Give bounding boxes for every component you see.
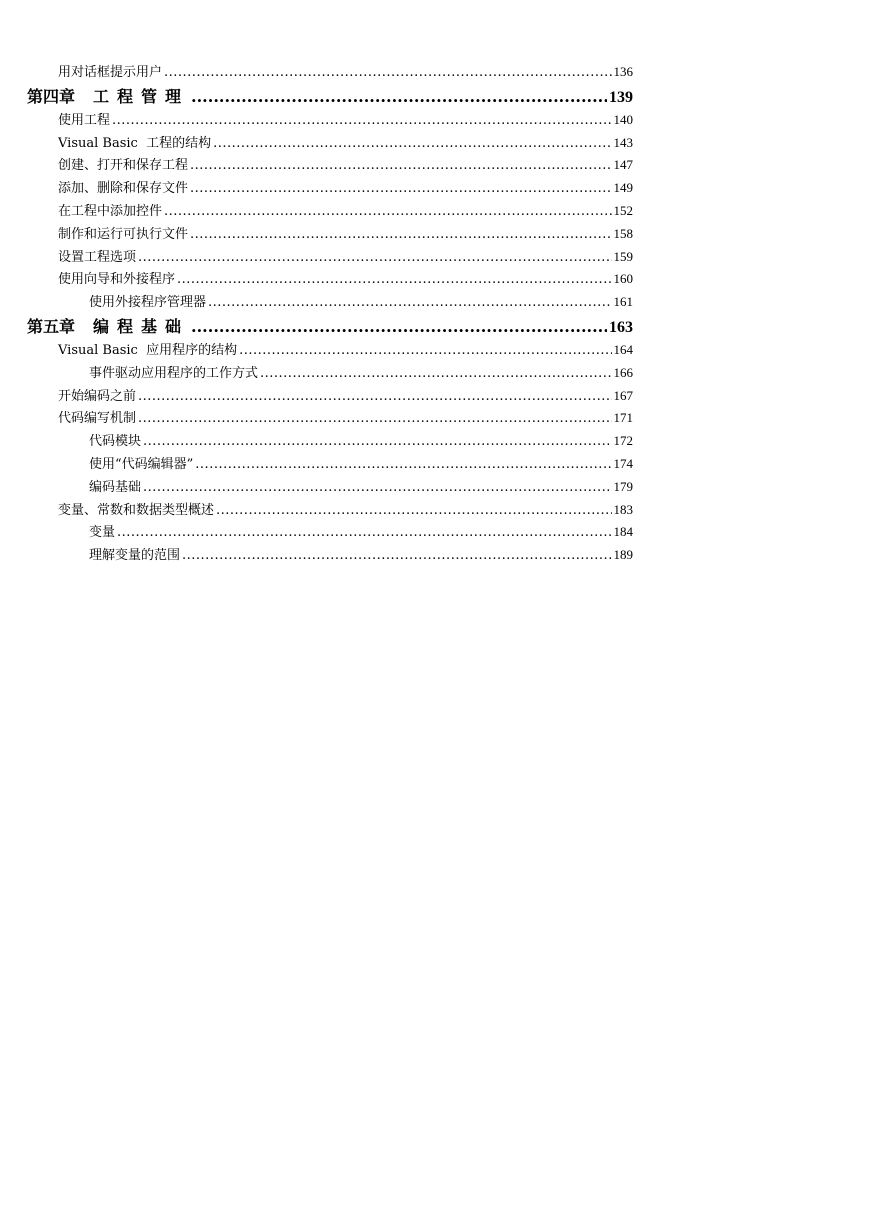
toc-subentry[interactable] (0, 453, 633, 476)
toc-entry[interactable] (0, 246, 633, 269)
toc-page-number: 152 (613, 202, 633, 218)
table-of-contents (0, 61, 869, 567)
toc-leader-dots (216, 500, 611, 523)
toc-entry[interactable] (0, 223, 633, 246)
toc-entry[interactable] (0, 109, 633, 132)
toc-page-number: 160 (613, 271, 633, 287)
chapter-name: 编程基础 (93, 316, 190, 336)
toc-leader-dots (191, 84, 607, 109)
chapter-name: 工程管理 (93, 86, 190, 106)
toc-subentry[interactable] (0, 476, 633, 499)
toc-subentry[interactable] (0, 544, 633, 567)
toc-page-number: 172 (613, 433, 633, 449)
toc-leader-dots (177, 269, 611, 292)
toc-leader-dots (260, 363, 611, 386)
toc-page-number: 143 (613, 134, 633, 150)
toc-leader-dots (164, 201, 611, 224)
toc-leader-dots (190, 155, 611, 178)
toc-page-number: 136 (613, 64, 633, 79)
toc-entry-title: Visual Basic 应用程序的结构 (58, 342, 238, 358)
toc-entry[interactable] (0, 268, 633, 291)
toc-entry[interactable] (0, 61, 633, 84)
toc-chapter-title (27, 314, 189, 339)
toc-leader-dots (143, 477, 611, 500)
toc-page-number: 174 (613, 455, 633, 471)
toc-leader-dots (143, 431, 611, 454)
toc-subentry[interactable] (0, 521, 633, 544)
toc-page-number: 164 (613, 341, 633, 357)
toc-entry-title: 设置工程选项 (58, 249, 137, 265)
toc-entry-title: Visual Basic 工程的结构 (58, 135, 212, 151)
toc-page-number: 171 (613, 410, 633, 426)
chapter-number: 第四章 (27, 86, 76, 106)
toc-entry[interactable] (0, 200, 633, 223)
toc-leader-dots (117, 522, 611, 545)
toc-entry[interactable] (0, 385, 633, 408)
toc-subentry[interactable] (0, 362, 633, 385)
toc-chapter-title (27, 84, 189, 109)
toc-entry-title: 添加、删除和保存文件 (58, 181, 189, 197)
toc-page-number: 184 (613, 524, 633, 540)
toc-leader-dots (239, 340, 611, 363)
toc-entry-title: 使用外接程序管理器 (89, 295, 207, 311)
toc-leader-dots (138, 386, 611, 409)
toc-entry[interactable] (0, 499, 633, 522)
toc-entry-title: 开始编码之前 (58, 388, 137, 404)
toc-chapter-entry[interactable] (0, 84, 633, 109)
toc-page-number: 179 (613, 478, 633, 494)
toc-entry-title: 使用“代码编辑器” (89, 456, 194, 472)
toc-leader-dots (208, 292, 611, 315)
toc-chapter-entry[interactable] (0, 314, 633, 339)
toc-entry-title: 制作和运行可执行文件 (58, 226, 189, 242)
toc-entry[interactable] (0, 407, 633, 430)
toc-subentry[interactable] (0, 430, 633, 453)
toc-page-number: 139 (609, 88, 633, 106)
toc-page-number: 167 (613, 387, 633, 403)
toc-leader-dots (164, 62, 611, 85)
toc-page-number: 140 (613, 111, 633, 127)
toc-entry-title: 编码基础 (89, 479, 142, 495)
toc-entry[interactable] (0, 339, 633, 362)
toc-page-number: 158 (613, 225, 633, 241)
toc-page-number: 166 (613, 364, 633, 380)
toc-leader-dots (190, 224, 611, 247)
toc-leader-dots (213, 133, 611, 156)
toc-entry[interactable] (0, 177, 633, 200)
toc-page-number: 183 (613, 501, 633, 517)
toc-page-number: 159 (613, 248, 633, 264)
toc-entry-title: 用对话框提示用户 (58, 65, 163, 80)
toc-subentry[interactable] (0, 291, 633, 314)
toc-entry-title: 使用工程 (58, 112, 111, 128)
toc-page-number: 163 (609, 318, 633, 336)
toc-leader-dots (138, 408, 611, 431)
toc-leader-dots (112, 110, 611, 133)
toc-entry[interactable] (0, 154, 633, 177)
toc-leader-dots (195, 454, 611, 477)
toc-page-number: 147 (613, 157, 633, 173)
toc-entry-title: 使用向导和外接程序 (58, 272, 176, 288)
toc-page-number: 149 (613, 180, 633, 196)
toc-leader-dots (138, 247, 611, 270)
toc-leader-dots (190, 178, 611, 201)
toc-page-number: 161 (613, 294, 633, 310)
toc-page-number: 189 (613, 547, 633, 563)
chapter-number: 第五章 (27, 316, 76, 336)
toc-entry-title: 代码编写机制 (58, 411, 137, 427)
toc-entry-title: 变量、常数和数据类型概述 (58, 502, 215, 518)
toc-entry-title: 创建、打开和保存工程 (58, 158, 189, 174)
toc-entry-title: 在工程中添加控件 (58, 203, 163, 219)
toc-entry[interactable] (0, 132, 633, 155)
toc-entry-title: 代码模块 (89, 434, 142, 450)
toc-entry-title: 事件驱动应用程序的工作方式 (89, 365, 259, 381)
toc-leader-dots (191, 314, 607, 339)
toc-leader-dots (182, 545, 611, 568)
toc-entry-title: 变量 (89, 525, 116, 541)
toc-entry-title: 理解变量的范围 (89, 548, 181, 564)
